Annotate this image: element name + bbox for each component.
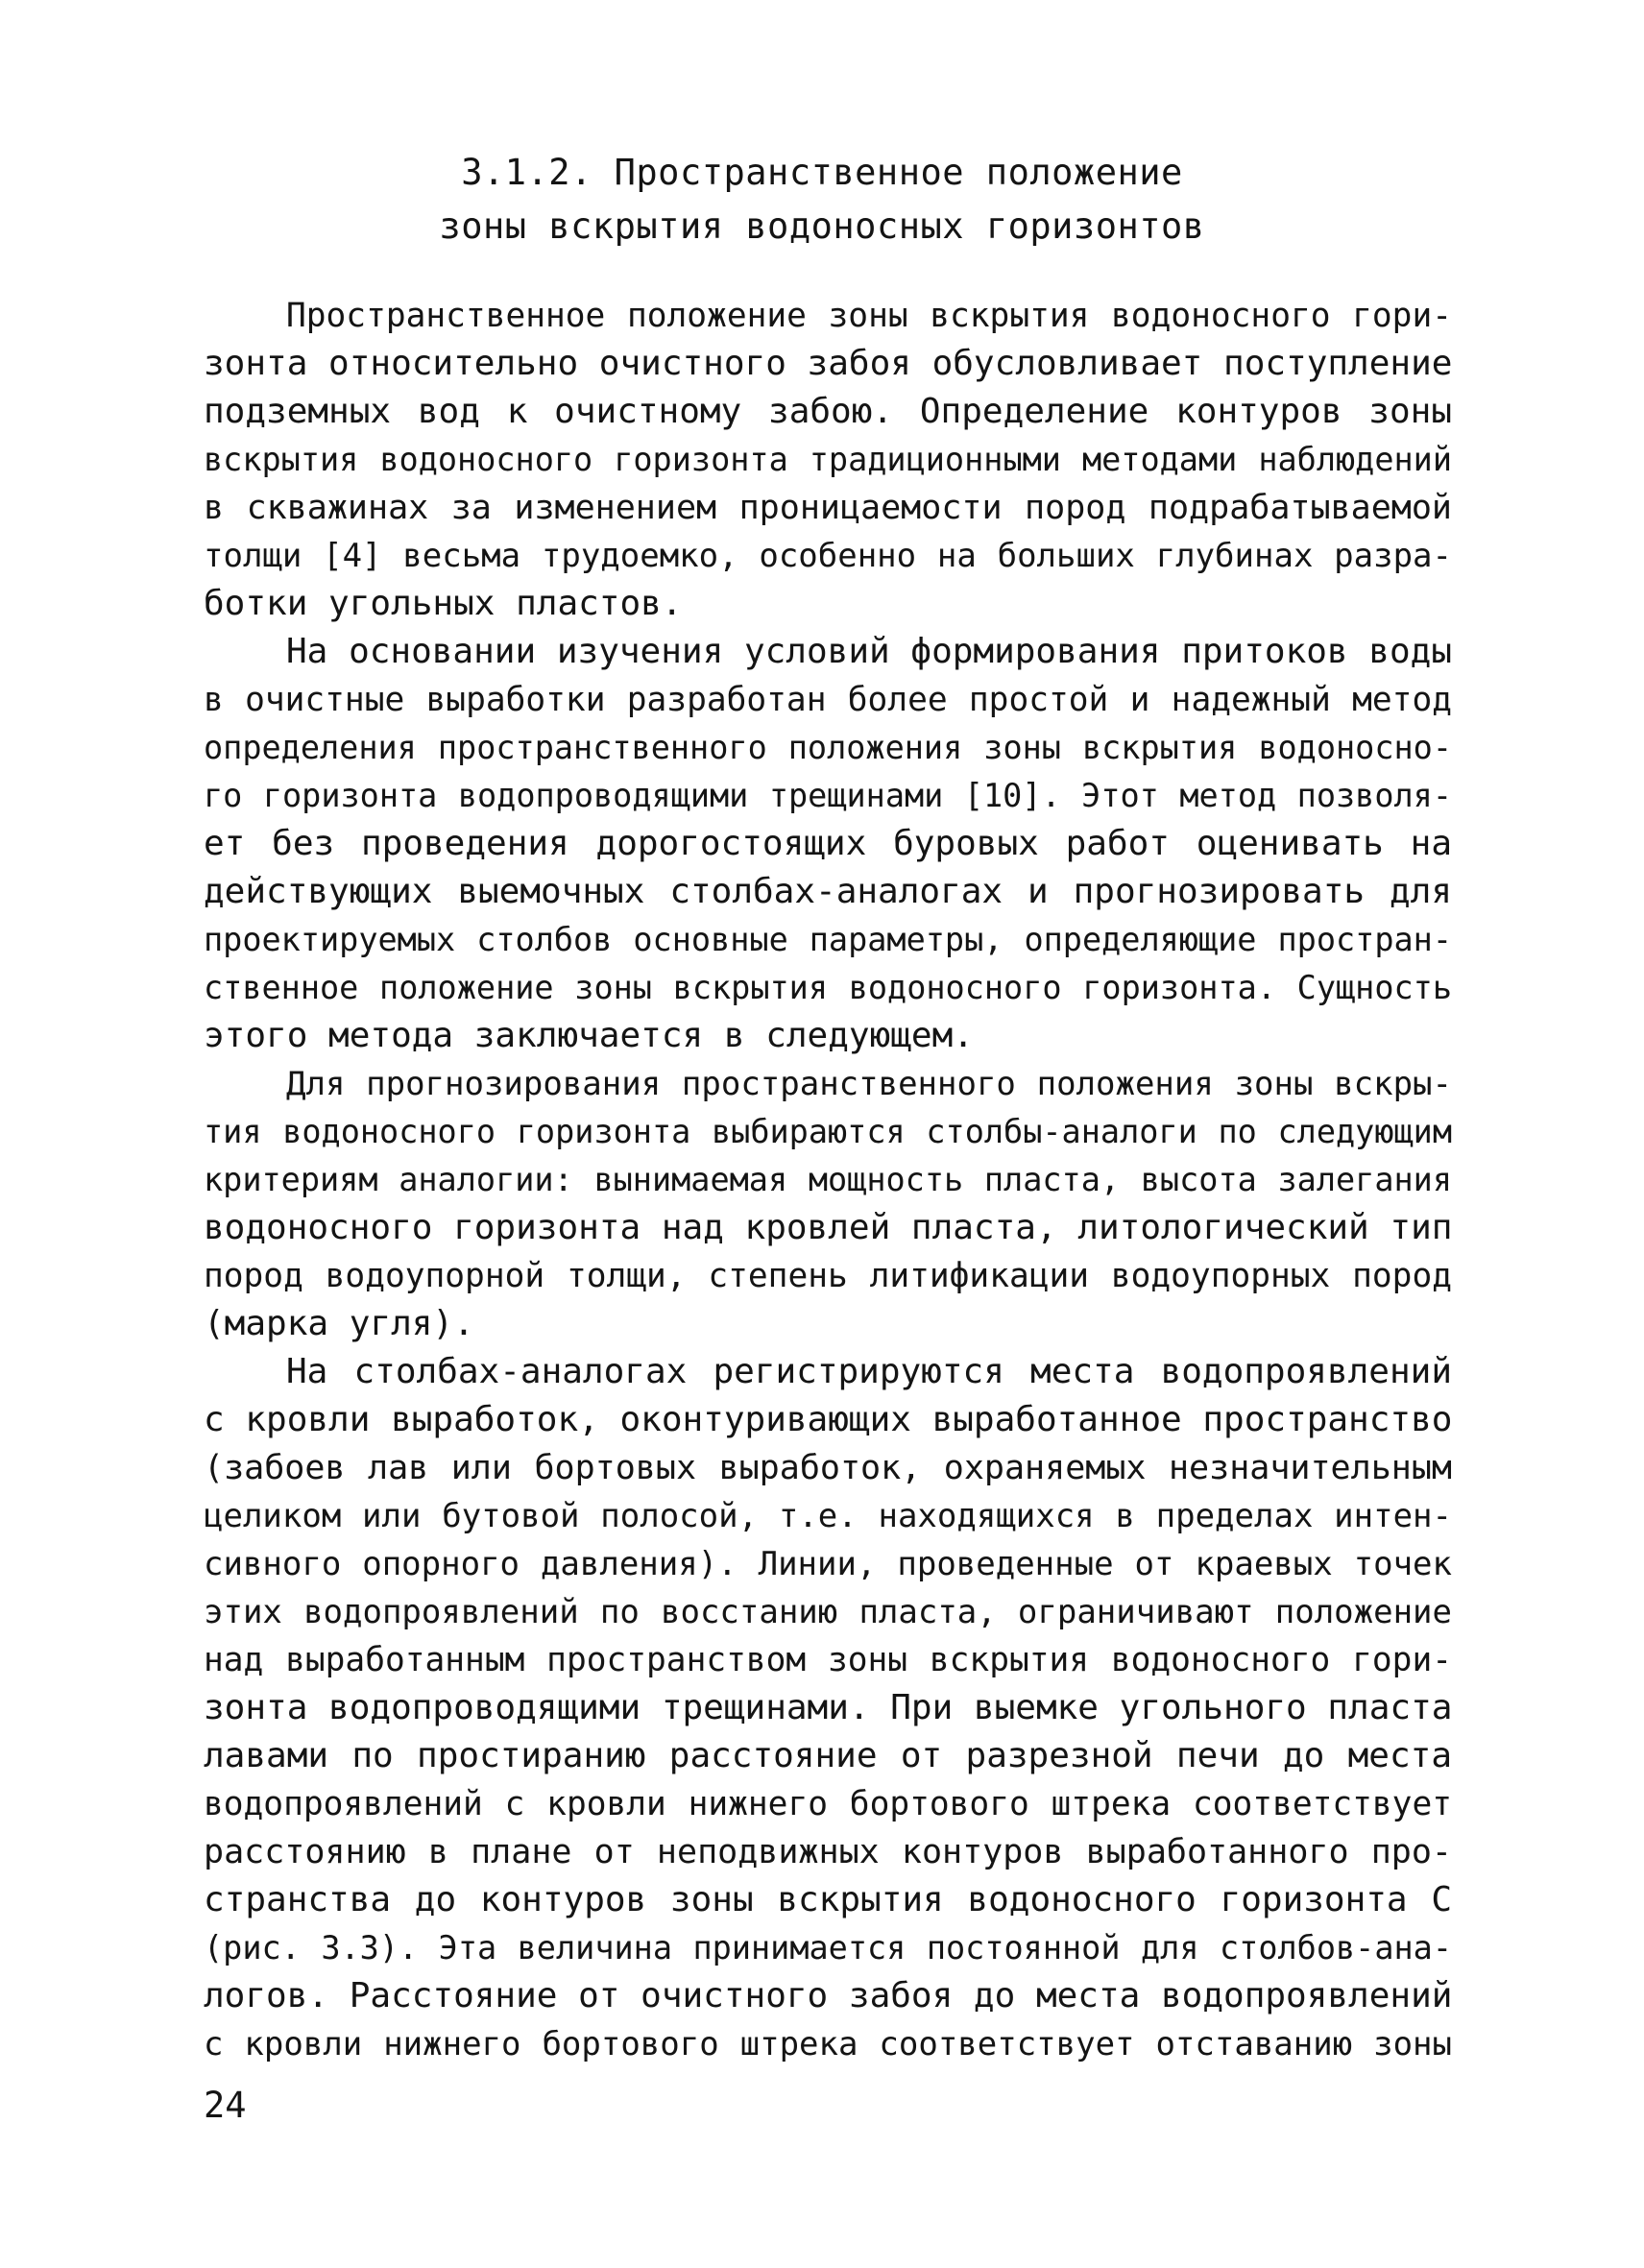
text-line: водопроявлений с кровли нижнего бортового штрека соответствует (204, 1785, 1452, 1823)
text-line: логов. Расстояние от очистного забоя до места водопроявлений (204, 1976, 1453, 2015)
text-line: с кровли выработок, оконтуривающих выработанное пространство (204, 1400, 1453, 1439)
text-line: подземных вод к очистному забою. Определение контуров зоны (204, 392, 1452, 431)
text-line: На столбах-аналогах регистрируются места водопроявлений (286, 1352, 1452, 1391)
text-line: (марка угля). (204, 1304, 474, 1343)
paragraph-1 (204, 292, 1452, 628)
text-line: определения пространственного положения зоны вскрытия водоносно- (204, 729, 1452, 766)
text-line: сивного опорного давления). Линии, проведенные от краевых точек (204, 1545, 1452, 1583)
text-line: над выработанным пространством зоны вскрытия водоносного гори- (204, 1641, 1452, 1679)
paragraph-4 (204, 1348, 1452, 2068)
text-line: (рис. 3.3). Эта величина принимается постоянной для столбов-ана- (204, 1929, 1452, 1966)
text-line: вскрытия водоносного горизонта традиционными методами наблюдений (204, 441, 1452, 478)
text-line: критериям аналогии: вынимаемая мощность пласта, высота залегания (204, 1161, 1452, 1198)
text-line: Пространственное положение зоны вскрытия водоносного гори- (286, 297, 1452, 335)
text-line: ственное положение зоны вскрытия водоносного горизонта. Сущность (204, 969, 1452, 1006)
text-line: расстоянию в плане от неподвижных контуров выработанного про- (204, 1833, 1452, 1871)
text-line: действующих выемочных столбах-аналогах и прогнозировать для (204, 872, 1452, 911)
paragraph-3 (204, 1060, 1452, 1348)
text-line: толщи [4] весьма трудоемко, особенно на больших глубинах разра- (204, 537, 1452, 575)
text-line: ет без проведения дорогостоящих буровых работ оценивать на (204, 824, 1452, 863)
heading-line-1: 3.1.2. Пространственное положение (461, 152, 1183, 193)
text-line: этих водопроявлений по восстанию пласта, ограничивают положение (204, 1593, 1452, 1631)
text-line: в очистные выработки разработан более простой и надежный метод (204, 681, 1452, 719)
text-line: го горизонта водопроводящими трещинами [10]. Этот метод позволя- (204, 777, 1452, 814)
page-number: 24 (204, 2085, 247, 2126)
text-line: зонта относительно очистного забоя обусловливает поступление (204, 344, 1453, 383)
text-line: зонта водопроводящими трещинами. При выемке угольного пласта (204, 1688, 1453, 1727)
text-line: в скважинах за изменением проницаемости пород подрабатываемой (204, 489, 1452, 527)
text-line: На основании изучения условий формирования притоков воды (286, 632, 1452, 671)
text-line: целиком или бутовой полосой, т.е. находящихся в пределах интен- (204, 1497, 1452, 1535)
text-line: с кровли нижнего бортового штрека соответствует отставанию зоны (204, 2025, 1452, 2063)
text-line: пород водоупорной толщи, степень литификации водоупорных пород (204, 1257, 1452, 1295)
section-heading (0, 146, 1644, 253)
text-line: Для прогнозирования пространственного положения зоны вскры- (286, 1065, 1452, 1103)
text-line: странства до контуров зоны вскрытия водоносного горизонта С (204, 1880, 1452, 1919)
text-line: ботки угольных пластов. (204, 584, 683, 623)
text-line: водоносного горизонта над кровлей пласта, литологический тип (204, 1208, 1453, 1247)
text-line: тия водоносного горизонта выбираются столбы-аналоги по следующим (204, 1113, 1452, 1150)
body-text (204, 292, 1452, 2068)
text-line: проектируемых столбов основные параметры, определяющие простран- (204, 921, 1452, 958)
paragraph-2 (204, 628, 1452, 1060)
heading-line-2: зоны вскрытия водоносных горизонтов (439, 205, 1205, 247)
text-line: (забоев лав или бортовых выработок, охраняемых незначительным (204, 1449, 1452, 1487)
text-line: этого метода заключается в следующем. (204, 1016, 974, 1055)
text-line: лавами по простиранию расстояние от разрезной печи до места (204, 1736, 1452, 1775)
